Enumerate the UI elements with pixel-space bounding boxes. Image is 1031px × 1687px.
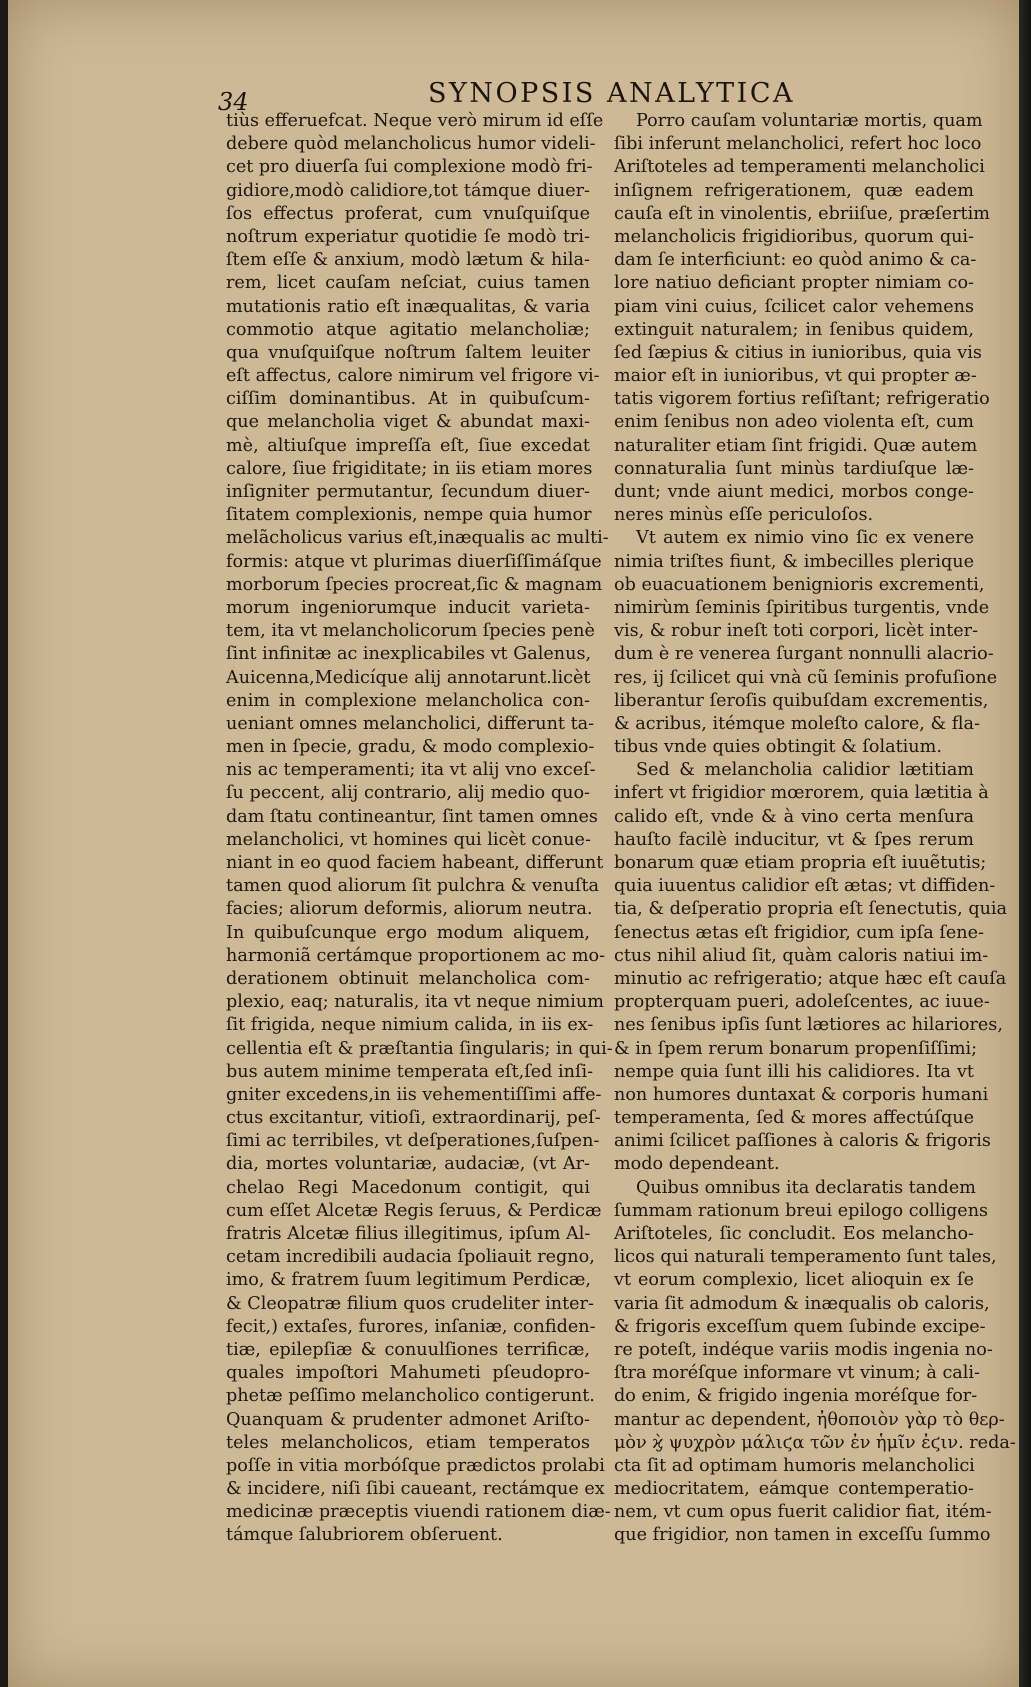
text-line: nem, vt cum opus fuerit calidior fiat, itém- <box>614 1502 992 1523</box>
text-line: & acribus, itémque moleſto calore, & fla- <box>614 713 980 734</box>
text-line: facies; aliorum deformis, aliorum neutra. <box>226 899 593 920</box>
text-line: tiæ, epilepſiæ & conuulſiones terrificæ, <box>226 1339 590 1360</box>
text-line: tatis vigorem fortius reſiſtant; refrigeratio <box>614 389 990 410</box>
page-header <box>218 78 818 116</box>
text-line: chelao Regi Macedonum contigit, qui <box>226 1177 590 1198</box>
text-line: ſitatem complexionis, nempe quia humor <box>226 505 592 526</box>
text-line: ctus nihil aliud ſit, quàm caloris natiui im- <box>614 945 989 966</box>
text-line: quales impoſtori Mahumeti pſeudopro- <box>226 1363 590 1384</box>
text-line: neres minùs eſſe periculoſos. <box>614 505 874 526</box>
text-line: debere quòd melancholicus humor videli- <box>226 134 596 155</box>
text-line: tibus vnde quies obtingit & ſolatium. <box>614 737 942 758</box>
text-line: tia, & deſperatio propria eſt ſenectutis, quia <box>614 899 1008 920</box>
text-line: Auicenna,Medicíque alij annotarunt.licèt <box>226 667 591 688</box>
text-line: mè, altiuſque impreſſa eſt, ſiue excedat <box>226 435 590 456</box>
text-line: qua vnuſquiſque noſtrum ſaltem leuiter <box>226 342 590 363</box>
text-line: enim ſenibus non adeo violenta eſt, cum <box>614 412 974 433</box>
text-line: tem, ita vt melancholicorum ſpecies penè <box>226 621 595 642</box>
text-line: ciſſim dominantibus. At in quibuſcum- <box>226 389 590 410</box>
text-line: hauſto facilè inducitur, vt & ſpes rerum <box>614 829 974 850</box>
text-line: ſu peccent, alij contrario, alij medio quo- <box>226 783 590 804</box>
text-line: gidiore,modò calidiore,tot támque diuer- <box>226 180 590 201</box>
text-line: ſed ſæpius & citius in iunioribus, quia vis <box>614 342 982 363</box>
text-line: melancholicis frigidioribus, quorum qui- <box>614 226 974 247</box>
text-line: mediocritatem, eámque contemperatio- <box>614 1479 974 1500</box>
text-line: medicinæ præceptis viuendi rationem diæ- <box>226 1502 611 1523</box>
text-line: ſtra moréſque informare vt vinum; à cali- <box>614 1363 980 1384</box>
text-line: inſignem refrigerationem, quæ eadem <box>614 180 974 201</box>
text-line: morborum ſpecies procreat,ſic & magnam <box>226 574 603 595</box>
text-line: ob euacuationem benignioris excrementi, <box>614 574 985 595</box>
text-line: niant in eo quod faciem habeant, differunt <box>226 853 604 873</box>
text-line: In quibuſcunque ergo modum aliquem, <box>226 922 590 943</box>
text-line: do enim, & frigido ingenia moréſque for- <box>614 1386 978 1407</box>
text-line: piam vini cuius, ſcilicet calor vehemens <box>614 296 974 317</box>
text-line: nimirùm ſeminis ſpiritibus turgentis, vnde <box>614 597 990 618</box>
page-number: 34 <box>218 88 249 116</box>
text-line: ſummam rationum breui epilogo colligens <box>614 1200 989 1221</box>
running-title: SYNOPSIS ANALYTICA <box>428 78 795 109</box>
text-line: teles melancholicos, etiam temperatos <box>226 1432 590 1453</box>
text-line: & incidere, niſi ſibi caueant, rectámque ex <box>226 1479 605 1500</box>
text-line: ueniant omnes melancholici, differunt ta- <box>226 713 595 734</box>
text-line: cetam incredibili audacia ſpoliauit regno, <box>226 1247 595 1268</box>
text-line: melãcholicus varius eſt,inæqualis ac multi- <box>226 528 609 549</box>
text-line: morum ingeniorumque inducit varieta- <box>226 597 590 618</box>
text-line: Sed & melancholia calidior lætitiam <box>636 760 974 781</box>
text-line: propterquam pueri, adoleſcentes, ac iuue- <box>614 992 990 1013</box>
text-line: nempe quia ſunt illi his calidiores. Ita vt <box>614 1061 974 1082</box>
text-line: cet pro diuerſa ſui complexione modò fri- <box>226 157 593 178</box>
text-line: enim in complexione melancholica con- <box>226 690 590 711</box>
text-line: bus autem minime temperata eſt,ſed inſi- <box>226 1061 594 1082</box>
text-line: fratris Alcetæ filius illegitimus, ipſum Al- <box>226 1224 591 1244</box>
text-line: vt eorum complexio, licet alioquin ex ſe <box>614 1270 974 1291</box>
text-line: imo, & fratrem ſuum legitimum Perdicæ, <box>226 1270 592 1291</box>
text-line: cum eſſet Alcetæ Regis ſeruus, & Perdicæ <box>226 1200 602 1221</box>
text-line: melancholici, vt homines qui licèt conue- <box>226 829 591 850</box>
text-line: & frigoris exceſſum quem ſubinde excipe- <box>614 1316 986 1337</box>
left-text-column <box>226 110 613 1548</box>
text-line: dia, mortes voluntariæ, audaciæ, (vt Ar- <box>226 1154 590 1175</box>
text-line: ſimi ac terribiles, vt deſperationes,ſuſpen- <box>226 1131 600 1152</box>
text-line: ſenectus ætas eſt frigidior, cum ipſa ſene- <box>614 922 984 943</box>
text-line: dunt; vnde aiunt medici, morbos conge- <box>614 482 974 502</box>
text-line: dum è re venerea ſurgant nonnulli alacrio- <box>614 644 994 665</box>
text-line: tamen quod aliorum ſit pulchra & venuſta <box>226 876 600 897</box>
text-line: calore, ſiue frigiditate; in iis etiam mores <box>226 458 593 479</box>
text-line: minutio ac refrigeratio; atque hæc eſt cauſa <box>614 968 1007 989</box>
text-line: ſit frigida, neque nimium calida, in iis ex- <box>226 1015 594 1036</box>
text-line: Vt autem ex nimio vino ſic ex venere <box>636 528 974 549</box>
text-line: res, ij ſcilicet qui vnà cũ ſeminis profuſione <box>614 667 998 688</box>
text-line: liberantur ſeroſis quibuſdam excrementis, <box>614 690 989 711</box>
text-line: extinguit naturalem; in ſenibus quidem, <box>614 319 974 340</box>
text-line: non humores duntaxat & corporis humani <box>614 1084 989 1105</box>
text-line: cauſa eſt in vinolentis, ebriiſue, præſertim <box>614 203 990 224</box>
text-line: ſibi inferunt melancholici, refert hoc loco <box>614 134 982 155</box>
text-line: infert vt frigidior mœrorem, quia lætitia à <box>614 783 989 804</box>
text-line: ctus excitantur, vitioſi, extraordinarij, peſ- <box>226 1108 601 1129</box>
text-line: animi ſcilicet paſſiones à caloris & frigoris <box>614 1131 991 1152</box>
text-line: & Cleopatræ filium quos crudeliter inter- <box>226 1293 594 1314</box>
text-line: re poteſt, indéque variis modis ingenia no- <box>614 1339 993 1360</box>
text-line: plexio, eaq; naturalis, ita vt neque nimium <box>226 992 604 1013</box>
text-line: formis: atque vt plurimas diuerſiſſimáſque <box>226 551 602 572</box>
text-line: Ariſtoteles ad temperamenti melancholici <box>614 157 985 178</box>
text-line: dam ſtatu contineantur, ſint tamen omnes <box>226 806 598 827</box>
text-line: poſſe in vitia morbóſque prædictos prolabi <box>226 1455 605 1476</box>
text-line: inſigniter permutantur, ſecundum diuer- <box>226 482 590 502</box>
text-line: temperamenta, ſed & mores affectúſque <box>614 1108 974 1129</box>
text-line: quia iuuentus calidior eſt ætas; vt diffiden- <box>614 876 996 897</box>
text-line: fecit,) extaſes, furores, inſaniæ, confiden- <box>226 1316 596 1337</box>
text-line: dam ſe interficiunt: eo quòd animo & ca- <box>614 250 977 271</box>
text-line: cta ſit ad optimam humoris melancholici <box>614 1455 975 1476</box>
text-line: noſtrum experiatur quotidie ſe modò tri- <box>226 226 590 247</box>
text-line: connaturalia ſunt minùs tardiuſque læ- <box>614 458 974 479</box>
book-page <box>8 0 1020 1687</box>
text-line: támque ſalubriorem obſeruent. <box>226 1525 503 1546</box>
text-line: Ariſtoteles, ſic concludit. Eos melancho- <box>614 1224 974 1244</box>
text-line: licos qui naturali temperamento ſunt tales, <box>614 1247 997 1268</box>
text-line: bonarum quæ etiam propria eſt iuuẽtutis; <box>614 853 987 873</box>
text-line: lore natiuo deficiant propter nimiam co- <box>614 273 974 294</box>
text-line: ſint infinitæ ac inexplicabiles vt Galenus, <box>226 644 592 665</box>
text-line: commotio atque agitatio melancholiæ; <box>226 319 590 340</box>
book-gutter-edge <box>1019 0 1031 1687</box>
text-line: vis, & robur ineſt toti corpori, licèt inter- <box>614 621 979 642</box>
text-line: Quanquam & prudenter admonet Ariſto- <box>226 1409 590 1430</box>
text-line: nimia triſtes fiunt, & imbecilles plerique <box>614 551 974 572</box>
text-line: men in ſpecie, gradu, & modo complexio- <box>226 737 595 758</box>
text-line: naturaliter etiam ſint frigidi. Quæ autem <box>614 435 978 456</box>
text-line: harmoniã certámque proportionem ac mo- <box>226 945 606 966</box>
text-line: phetæ peſſimo melancholico contigerunt. <box>226 1386 595 1407</box>
text-line: nes ſenibus ipſis ſunt lætiores ac hilariores, <box>614 1015 1003 1036</box>
text-line: & in ſpem rerum bonarum propenſiſſimi; <box>614 1038 978 1059</box>
right-text-column <box>614 110 1016 1548</box>
text-line: calido eſt, vnde & à vino certa menſura <box>614 806 974 827</box>
text-line: que frigidior, non tamen in exceſſu ſummo <box>614 1525 991 1546</box>
text-line: tiùs efferuefcat. Neque verò mirum id eſſe <box>226 111 604 131</box>
text-line: gniter excedens,in iis vehementiſſimi affe- <box>226 1084 602 1105</box>
text-line: mantur ac dependent, ἠθοποιὸν γὰρ τὸ θερ- <box>614 1409 1005 1430</box>
text-line: nis ac temperamenti; ita vt alij vno exceſ- <box>226 760 596 781</box>
text-line: cellentia eſt & præſtantia ſingularis; in qui- <box>226 1038 613 1059</box>
text-line: derationem obtinuit melancholica com- <box>226 968 590 989</box>
text-line: que melancholia viget & abundat maxi- <box>226 412 590 433</box>
text-line: maior eſt in iunioribus, vt qui propter æ- <box>614 366 977 387</box>
text-line: rem, licet cauſam neſciat, cuius tamen <box>226 273 590 294</box>
text-line: Quibus omnibus ita declaratis tandem <box>636 1177 976 1198</box>
text-line: ſos effectus proferat, cum vnuſquiſque <box>226 203 590 224</box>
text-line: Porro cauſam voluntariæ mortis, quam <box>636 111 983 131</box>
text-line: varia ſit admodum & inæqualis ob caloris, <box>614 1293 990 1314</box>
text-line: μὸν ϗ̀ ψυχρὸν μάλιϛα τῶν ἐν ἡμῖν ἐϛιν. reda- <box>614 1432 1016 1453</box>
text-line: ſtem eſſe & anxium, modò lætum & hila- <box>226 250 590 271</box>
text-line: modo dependeant. <box>614 1154 780 1175</box>
text-line: mutationis ratio eſt inæqualitas, & varia <box>226 296 590 317</box>
text-line: eſt affectus, calore nimirum vel frigore vi- <box>226 366 600 387</box>
